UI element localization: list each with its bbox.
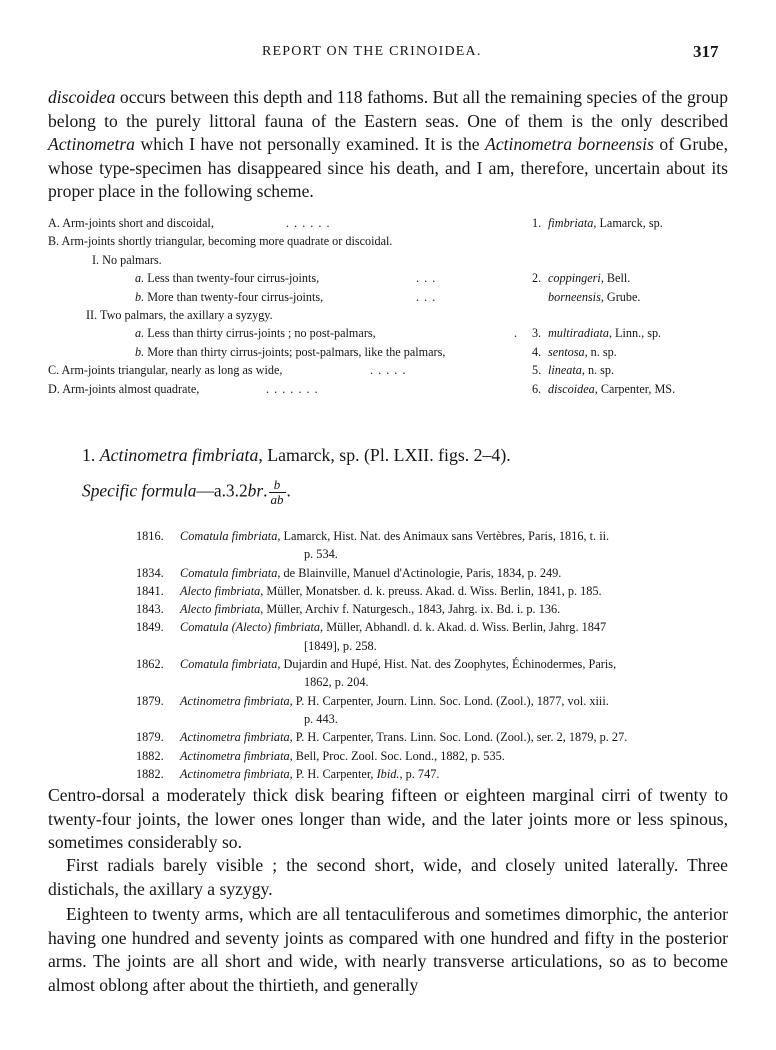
synonymy-entry: 1879. Actinometra fimbriata, P. H. Carpenter, Trans. Linn. Soc. Lond. (Zool.), ser. 2, 1879, p. 27. <box>136 730 628 745</box>
synonymy-entry: 1862. Comatula fimbriata, Dujardin and Hupé, Hist. Nat. des Zoophytes, Échinodermes, Paris, 1862, p. 204. <box>136 657 617 690</box>
key-row: B. Arm-joints shortly triangular, becoming more quadrate or discoidal. <box>48 234 393 249</box>
key-row: II. Two palmars, the axillary a syzygy. <box>86 307 273 322</box>
formula-fraction: $\frac{b}{ab}$ <box>270 477 284 507</box>
taxon-name: discoidea <box>48 87 116 107</box>
page-number: 317 <box>693 42 719 61</box>
description-paragraph: First radials barely visible ; the second short, wide, and closely united laterally. Three distichals, the axillary a syzygy. <box>48 855 728 899</box>
synonymy-entry: 1882. Actinometra fimbriata, P. H. Carpenter, Ibid., p. 747. <box>136 766 440 781</box>
running-title: REPORT ON THE CRINOIDEA. <box>262 44 482 59</box>
key-row: a. Less than thirty cirrus-joints ; no post-palmars, . 3. multiradiata, Linn., sp. <box>135 326 662 341</box>
description-paragraph: Eighteen to twenty arms, which are all tentaculiferous and sometimes dimorphic, the anterior having one hundred and seventy joints as compared with one hundred and fifty in the posterior arms. The joints are all short and wide, with nearly transverse articulations, so as to become almost oblong after about the thirtieth, and generally <box>48 904 728 995</box>
classification-key <box>48 216 728 400</box>
specific-formula: Specific formula—a.3.2br. $\frac{b}{ab}$ . <box>82 477 291 507</box>
key-row: I. No palmars. <box>92 252 162 267</box>
taxon-name: Actinometra <box>48 134 135 155</box>
synonymy-list <box>136 527 734 783</box>
key-row: a. Less than twenty-four cirrus-joints, . . . 2. coppingeri, Bell. <box>135 271 631 286</box>
synonymy-entry: 1849. Comatula (Alecto) fimbriata, Müller, Abhandl. d. k. Akad. d. Wiss. Berlin, Jahrg. 1847 [1849], p. 258. <box>136 620 607 653</box>
synonymy-entry: 1843. Alecto fimbriata, Müller, Archiv f. Naturgesch., 1843, Jahrg. ix. Bd. i. p. 136. <box>136 602 561 617</box>
taxon-name: Actinometra borneensis <box>485 134 654 155</box>
key-row: A. Arm-joints short and discoidal, . . . . . . 1. fimbriata, Lamarck, sp. <box>48 216 663 230</box>
key-row: C. Arm-joints triangular, nearly as long as wide, . . . . . 5. lineata, n. sp. <box>48 363 615 378</box>
key-row: b. More than thirty cirrus-joints; post-palmars, like the palmars, 4. sentosa, n. sp. <box>135 344 617 359</box>
intro-paragraph: discoidea occurs between this depth and 118 fathoms. But all the remaining species of the group belong to the purely littoral fauna of the Eastern seas. One of them is the only described Actinometra which I have not personally examined. It is the Actinometra borneensis of Grube, whose type-specimen has disappeared since his death, and I am, therefore, uncertain about its proper place in the following scheme. <box>48 87 728 202</box>
synonymy-entry: 1841. Alecto fimbriata, Müller, Monatsber. d. k. preuss. Akad. d. Wiss. Berlin, 1841, p. 185. <box>136 583 602 598</box>
synonymy-entry: 1834. Comatula fimbriata, de Blainville, Manuel d'Actinologie, Paris, 1834, p. 249. <box>136 565 562 580</box>
key-row: D. Arm-joints almost quadrate, . . . . . . . 6. discoidea, Carpenter, MS. <box>48 381 676 396</box>
synonymy-entry: 1879. Actinometra fimbriata, P. H. Carpenter, Journ. Linn. Soc. Lond. (Zool.), 1877, vol. xiii. p. 443. <box>136 693 609 726</box>
synonymy-entry: 1882. Actinometra fimbriata, Bell, Proc. Zool. Soc. Lond., 1882, p. 535. <box>136 748 505 763</box>
key-row: b. More than twenty-four cirrus-joints, . . . borneensis, Grube. <box>135 289 641 304</box>
description-paragraph: Centro-dorsal a moderately thick disk bearing fifteen or eighteen marginal cirri of twenty to twenty-four joints, the lower ones longer than wide, and the later joints more or less spinous, sometimes considerably so. <box>48 785 728 853</box>
species-heading: 1. Actinometra fimbriata, Lamarck, sp. (Pl. LXII. figs. 2–4). <box>82 445 511 465</box>
synonymy-entry: 1816. Comatula fimbriata, Lamarck, Hist. Nat. des Animaux sans Vertèbres, Paris, 1816, t. ii. p. 534. <box>136 529 610 562</box>
running-head <box>0 44 776 68</box>
